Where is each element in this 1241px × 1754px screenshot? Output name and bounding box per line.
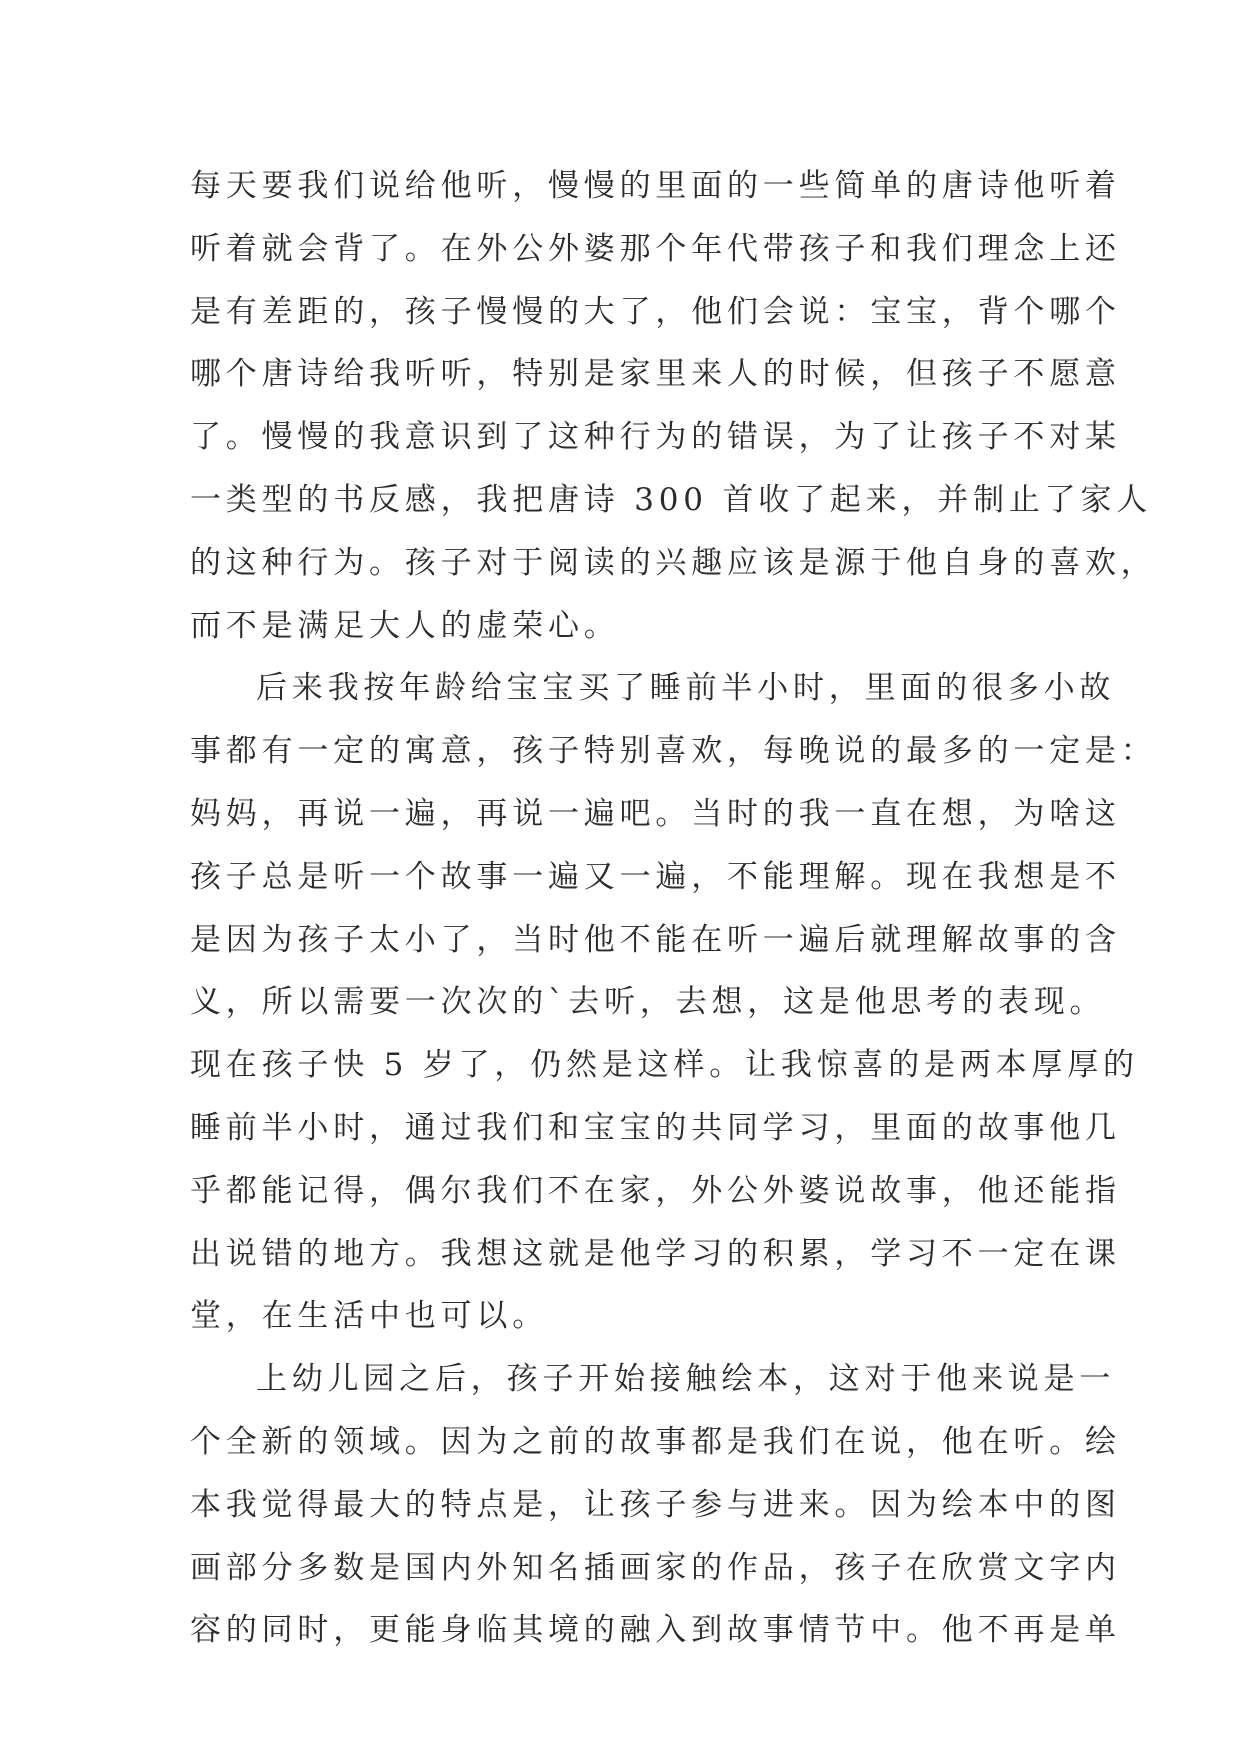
text-line: 本我觉得最大的特点是，让孩子参与进来。因为绘本中的图: [190, 1486, 1121, 1523]
text-line: 哪个唐诗给我听听，特别是家里来人的时候，但孩子不愿意: [190, 356, 1121, 393]
text-line: 的这种行为。孩子对于阅读的兴趣应该是源于他自身的喜欢，: [190, 544, 1157, 581]
text-line: 个全新的领域。因为之前的故事都是我们在说，他在听。绘: [190, 1423, 1121, 1460]
text-line: 现在孩子快 5 岁了，仍然是这样。让我惊喜的是两本厚厚的: [190, 1047, 1139, 1084]
text-line: 妈妈，再说一遍，再说一遍吧。当时的我一直在想，为啥这: [190, 795, 1121, 832]
text-line: 容的同时，更能身临其境的融入到故事情节中。他不再是单: [190, 1612, 1121, 1649]
text-line: 义，所以需要一次次的`去听，去想，这是他思考的表现。: [190, 984, 1106, 1021]
text-line: 而不是满足大人的虚荣心。: [190, 607, 620, 644]
text-line: 是因为孩子太小了，当时他不能在听一遍后就理解故事的含: [190, 921, 1121, 958]
text-line: 事都有一定的寓意，孩子特别喜欢，每晚说的最多的一定是：: [190, 733, 1157, 770]
text-line: 堂，在生活中也可以。: [190, 1298, 548, 1335]
text-line: 一类型的书反感，我把唐诗 300 首收了起来，并制止了家人: [190, 481, 1153, 518]
text-line: 出说错的地方。我想这就是他学习的积累，学习不一定在课: [190, 1235, 1121, 1272]
text-line: 听着就会背了。在外公外婆那个年代带孩子和我们理念上还: [190, 230, 1121, 267]
text-line: 上幼儿园之后，孩子开始接触绘本，这对于他来说是一: [256, 1361, 1116, 1398]
text-line: 睡前半小时，通过我们和宝宝的共同学习，里面的故事他几: [190, 1109, 1121, 1146]
text-line: 乎都能记得，偶尔我们不在家，外公外婆说故事，他还能指: [190, 1172, 1121, 1209]
text-line: 后来我按年龄给宝宝买了睡前半小时，里面的很多小故: [256, 670, 1116, 707]
text-line: 了。慢慢的我意识到了这种行为的错误，为了让孩子不对某: [190, 419, 1121, 456]
text-line: 每天要我们说给他听，慢慢的里面的一些简单的唐诗他听着: [190, 168, 1121, 204]
text-line: 是有差距的，孩子慢慢的大了，他们会说：宝宝，背个哪个: [190, 293, 1121, 330]
text-line: 孩子总是听一个故事一遍又一遍，不能理解。现在我想是不: [190, 858, 1121, 895]
body-text: [190, 155, 1157, 1662]
text-line: 画部分多数是国内外知名插画家的作品，孩子在欣赏文字内: [190, 1549, 1121, 1586]
